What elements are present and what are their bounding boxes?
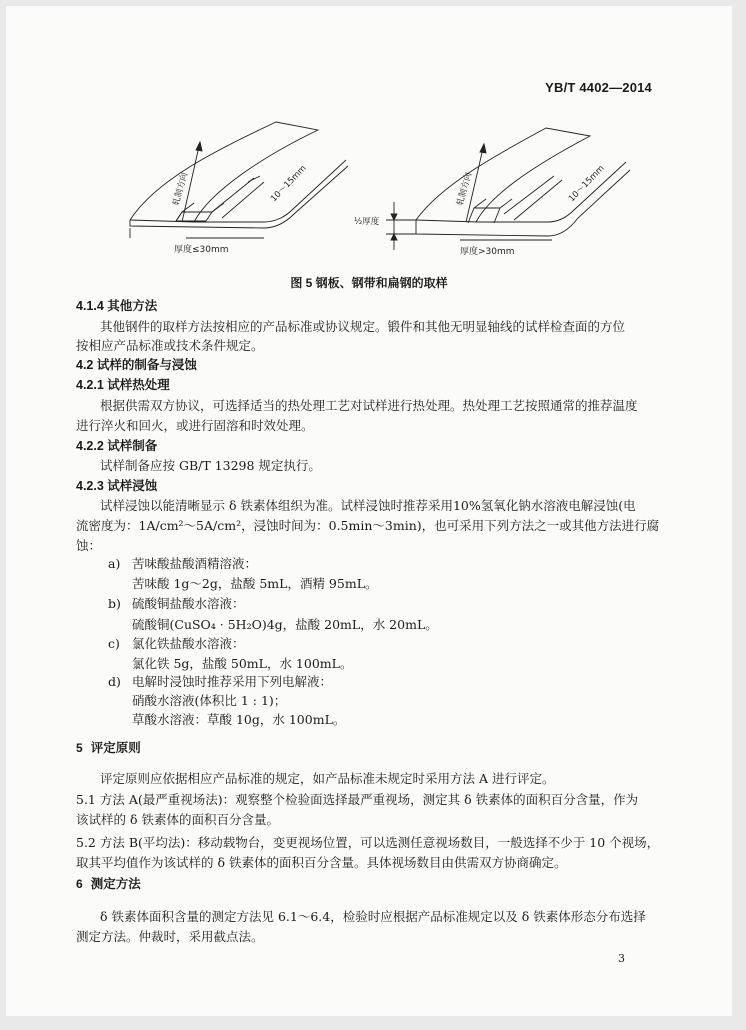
paragraph: 取其平均值作为该试样的 δ 铁素体的面积百分含量。具体视场数目由供需双方协商确定。 <box>76 855 567 870</box>
standard-number: YB/T 4402—2014 <box>545 80 652 95</box>
paragraph: 该试样的 δ 铁素体的面积百分含量。 <box>76 812 279 827</box>
paragraph: 按相应产品标准或技术条件规定。 <box>76 338 264 353</box>
paragraph: 进行淬火和回火，或进行固溶和时效处理。 <box>76 418 314 433</box>
paragraph: 5.2 方法 B(平均法)：移动载物台，变更视场位置，可以选测任意视场数目，一般选择不少于 10 个视场， <box>76 835 660 850</box>
section-number: 6 <box>76 877 83 891</box>
section-number: 5 <box>76 741 83 755</box>
list-item-detail: 硫酸铜(CuSO₄ · 5H₂O)4g，盐酸 20mL，水 20mL。 <box>132 617 438 632</box>
half-thickness-label: ½厚度 <box>354 217 380 227</box>
paragraph: 5.1 方法 A(最严重视场法)：观察整个检验面选择最严重视场，测定其 δ 铁素体的面积百分含量，作为 <box>76 792 639 807</box>
list-item: 电解时浸蚀时推荐采用下列电解液： <box>132 674 333 689</box>
list-item: 硫酸铜盐酸水溶液： <box>132 596 245 611</box>
list-item-detail: 氯化铁 5g，盐酸 50mL，水 100mL。 <box>132 656 353 671</box>
paragraph: 试样制备应按 GB/T 13298 规定执行。 <box>100 458 321 473</box>
section-4-2-3-heading: 4.2.3 试样浸蚀 <box>76 479 158 493</box>
document-page <box>6 6 732 1016</box>
section-5-heading <box>76 739 141 757</box>
paragraph: 评定原则应依据相应产品标准的规定，如产品标准未规定时采用方法 A 进行评定。 <box>100 771 555 786</box>
paragraph: 根据供需双方协议，可选择适当的热处理工艺对试样进行热处理。热处理工艺按照通常的推荐温度 <box>100 398 638 413</box>
right-thickness-label: 厚度>30mm <box>460 247 515 257</box>
list-item-label: b) <box>108 596 121 611</box>
list-item-detail: 苦味酸 1g～2g，盐酸 5mL，酒精 95mL。 <box>132 576 378 591</box>
right-rolling-direction-label: 轧制方向 <box>455 171 475 207</box>
list-item-label: d) <box>108 674 121 689</box>
section-title: 测定方法 <box>90 877 141 891</box>
page-number: 3 <box>618 952 625 965</box>
paragraph: 测定方法。仲裁时，采用截点法。 <box>76 929 264 944</box>
list-item-label: a) <box>108 556 121 571</box>
section-4-2-2-heading: 4.2.2 试样制备 <box>76 439 158 453</box>
paragraph: 流密度为：1A/cm²～5A/cm²，浸蚀时间为：0.5min～3min)，也可采用下列方法之一或其他方法进行腐 <box>76 518 660 533</box>
left-thickness-label: 厚度≤30mm <box>174 245 229 255</box>
section-4-1-4-heading: 4.1.4 其他方法 <box>76 299 158 313</box>
right-dimension-label: 10～15mm <box>566 163 607 205</box>
paragraph: 其他钢件的取样方法按相应的产品标准或协议规定。锻件和其他无明显轴线的试样检查面的方位 <box>100 319 626 334</box>
section-4-2-1-heading: 4.2.1 试样热处理 <box>76 378 170 392</box>
section-title: 评定原则 <box>90 741 141 755</box>
section-6-heading <box>76 875 141 893</box>
paragraph: 蚀： <box>76 538 102 553</box>
list-item: 氯化铁盐酸水溶液： <box>132 636 245 651</box>
left-rolling-direction-label: 轧制方向 <box>171 171 191 207</box>
section-4-2-heading: 4.2 试样的制备与浸蚀 <box>76 358 197 372</box>
list-item-detail: 硝酸水溶液(体积比 1 : 1)； <box>132 693 287 708</box>
figure-caption: 图 5 钢板、钢带和扁钢的取样 <box>290 276 448 290</box>
sampling-figure <box>116 110 656 280</box>
list-item-label: c) <box>108 636 120 651</box>
list-item: 苦味酸盐酸酒精溶液： <box>132 556 258 571</box>
paragraph: δ 铁素体面积含量的测定方法见 6.1～6.4，检验时应根据产品标准规定以及 δ 铁素体形态分布选择 <box>100 909 646 924</box>
left-dimension-label: 10～15mm <box>268 163 309 205</box>
list-item-detail: 草酸水溶液：草酸 10g，水 100mL。 <box>132 712 346 727</box>
paragraph: 试样浸蚀以能清晰显示 δ 铁素体组织为准。试样浸蚀时推荐采用10%氢氧化钠水溶液电解浸蚀(电 <box>100 498 636 513</box>
